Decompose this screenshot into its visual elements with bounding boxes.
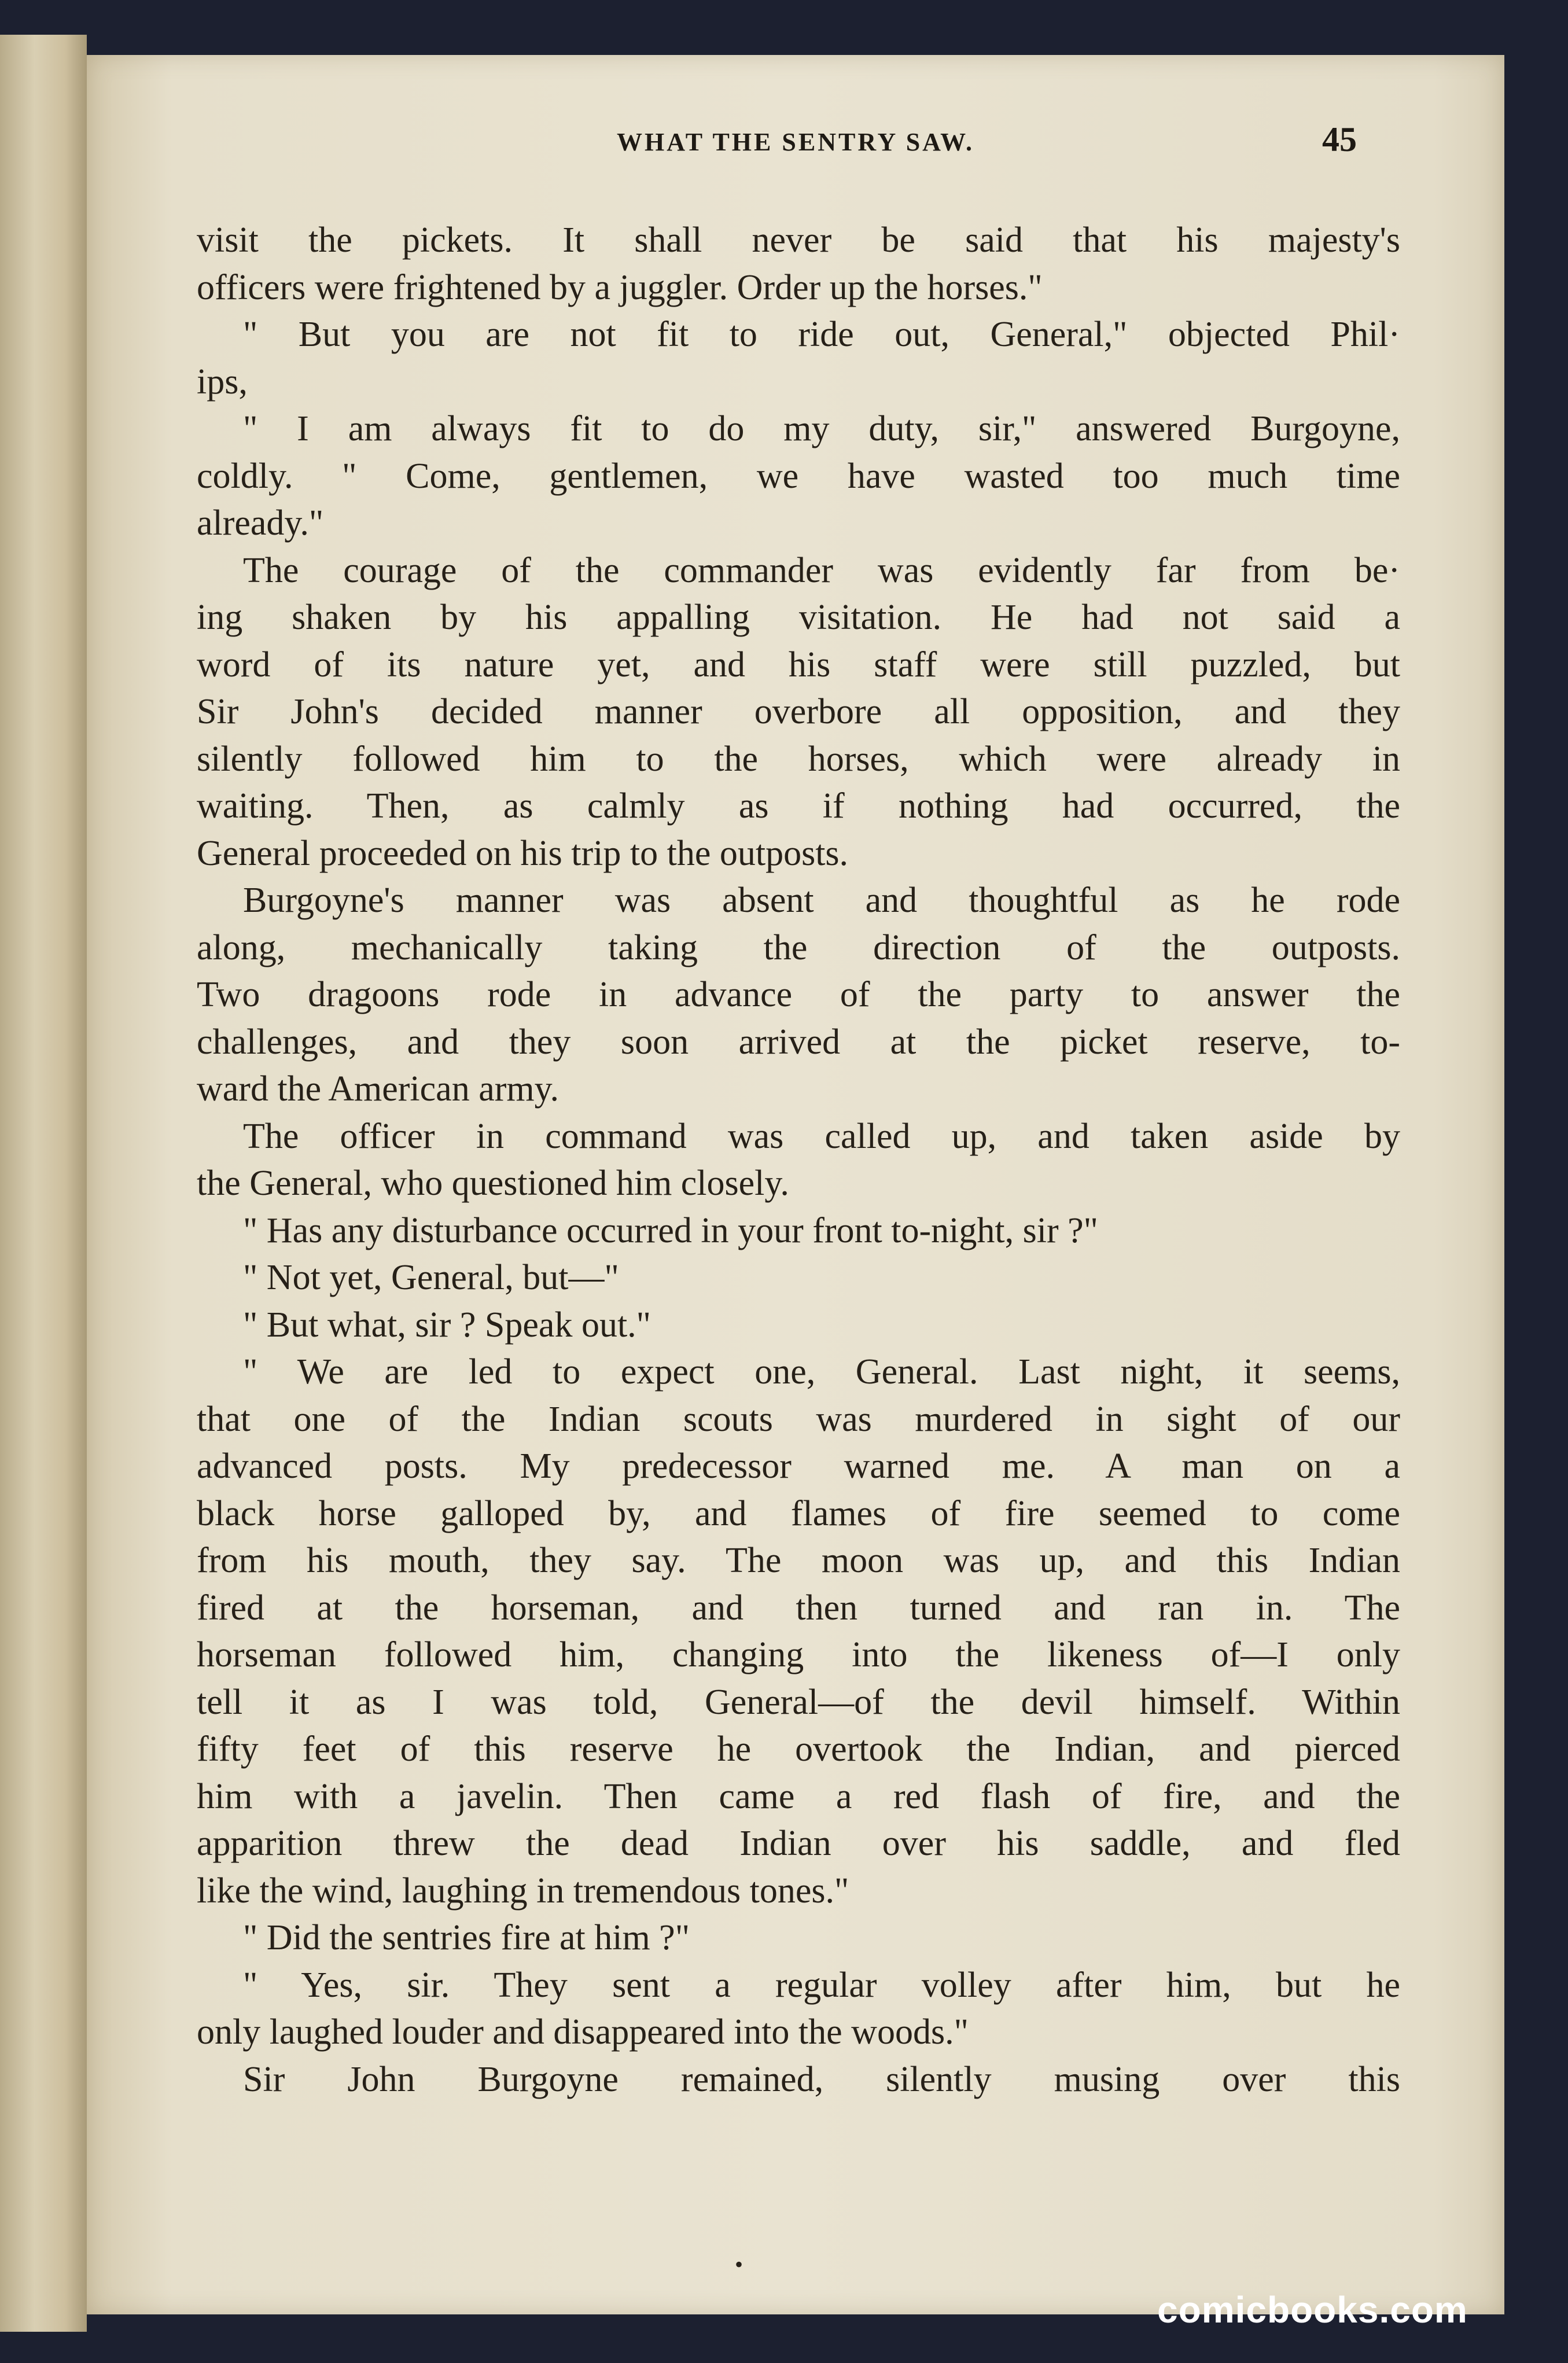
text-line: General proceeded on his trip to the outposts. [197,833,849,873]
body-text [197,217,1400,2103]
text-line: " But you are not fit to ride out, General," objected Phil· [243,315,1400,354]
text-line: Burgoyne's manner was absent and thoughtful as he rode [243,881,1400,920]
text-line: " We are led to expect one, General. Last night, it seems, [243,1352,1400,1392]
text-line: waiting. Then, as calmly as if nothing had occurred, the [197,786,1400,826]
text-line: ward the American army. [197,1069,560,1109]
text-line: black horse galloped by, and flames of fire seemed to come [197,1493,1400,1533]
text-line: ips, [197,362,248,402]
book-page [87,55,1504,2314]
text-line: word of its nature yet, and his staff were still puzzled, but [197,645,1400,684]
text-line: " Yes, sir. They sent a regular volley after him, but he [243,1965,1400,2005]
text-line: only laughed louder and disappeared into the woods." [197,2012,969,2052]
text-line: from his mouth, they say. The moon was up, and this Indian [197,1541,1400,1580]
text-line: fifty feet of this reserve he overtook the Indian, and pierced [197,1729,1400,1769]
watermark-logo: comicbooks.com [1157,2289,1468,2331]
text-line: " Has any disturbance occurred in your front to-night, sir ?" [243,1210,1098,1250]
text-line: tell it as I was told, General—of the devil himself. Within [197,1682,1400,1722]
text-line: visit the pickets. It shall never be said that his majesty's [197,220,1400,260]
text-line: that one of the Indian scouts was murdered in sight of our [197,1399,1400,1439]
running-title: WHAT THE SENTRY SAW. [616,128,975,156]
text-line: like the wind, laughing in tremendous tones." [197,1871,849,1911]
text-line: officers were frightened by a juggler. Order up the horses." [197,267,1043,307]
text-line: Sir John's decided manner overbore all opposition, and they [197,692,1400,731]
text-line: Two dragoons rode in advance of the party to answer the [197,975,1400,1014]
text-line: " Did the sentries fire at him ?" [243,1918,690,1957]
text-line: The officer in command was called up, and taken aside by [243,1116,1400,1156]
text-line: " But what, sir ? Speak out." [243,1305,651,1345]
footer-mark: • [735,2251,743,2277]
text-line: fired at the horseman, and then turned and ran in. The [197,1588,1400,1628]
text-line: The courage of the commander was evidently far from be· [243,550,1400,590]
text-line: ing shaken by his appalling visitation. He had not said a [197,598,1400,637]
page-number: 45 [1322,120,1357,159]
text-line: already." [197,503,324,543]
text-line: advanced posts. My predecessor warned me. A man on a [197,1446,1400,1486]
text-line: him with a javelin. Then came a red flash of fire, and the [197,1776,1400,1816]
text-line: silently followed him to the horses, which were already in [197,739,1400,779]
text-line: coldly. " Come, gentlemen, we have wasted too much time [197,456,1400,496]
text-line: " I am always fit to do my duty, sir," answered Burgoyne, [243,409,1400,448]
text-line: Sir John Burgoyne remained, silently musing over this [243,2059,1400,2099]
text-line: along, mechanically taking the direction of the outposts. [197,927,1400,967]
book-spine [0,35,87,2332]
text-line: challenges, and they soon arrived at the picket reserve, to- [197,1022,1400,1062]
text-line: " Not yet, General, but—" [243,1258,619,1297]
text-line: the General, who questioned him closely. [197,1164,789,1203]
text-line: horseman followed him, changing into the likeness of—I only [197,1635,1400,1674]
text-line: apparition threw the dead Indian over his saddle, and fled [197,1824,1400,1863]
